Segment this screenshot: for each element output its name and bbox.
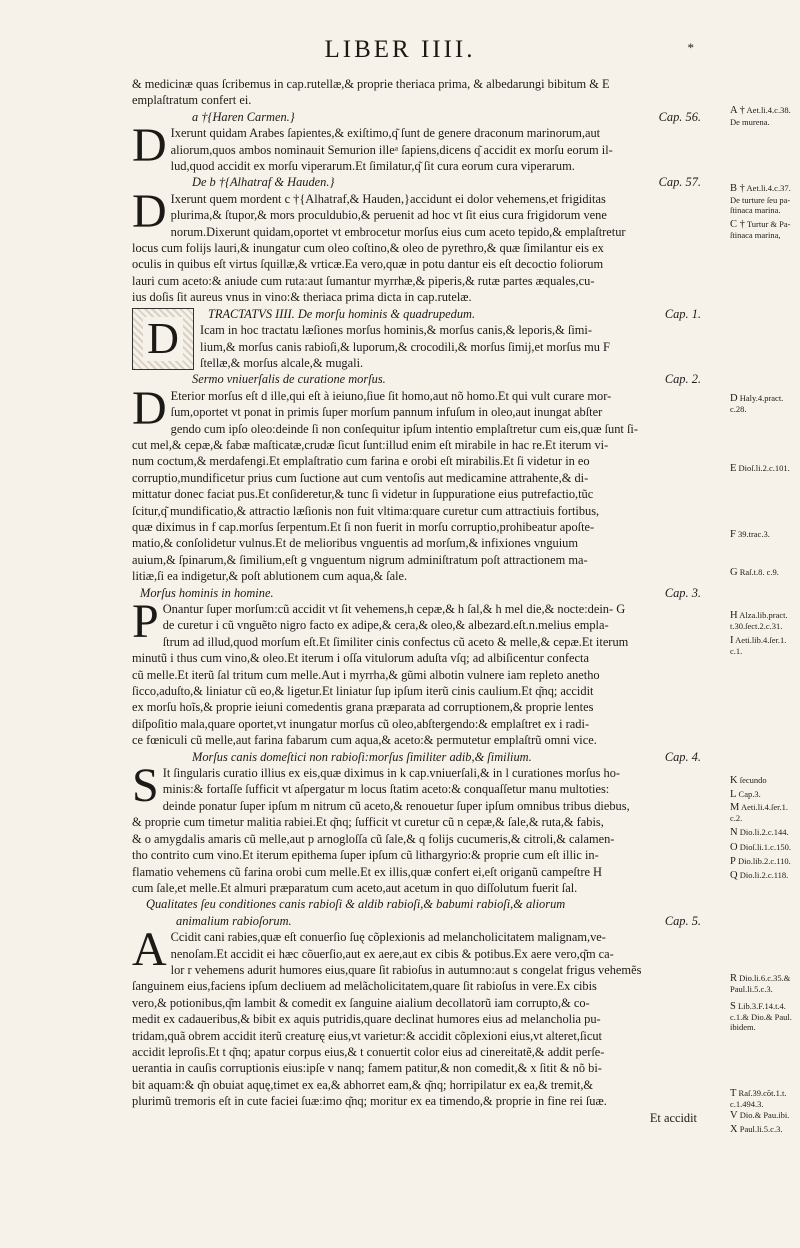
margin-note: De turture ſeu pa-ſtinaca marina. [730, 195, 791, 215]
text-line: ex morſu hoĩs,& proprie ieiuni comedentis grana præparata ad corruptionem,& proprie lentes [132, 700, 594, 715]
margin-note: H Alza.lib.pract. t.30.ſect.2.c.31. [730, 610, 788, 631]
text-line: lud,quod accidit ex morſu viperarum.Et ſimilatur,q͂ ſit cura eorum cura viperarum. [170, 159, 575, 174]
text-line: corruptio,mundificetur prius cum ſuctione aut cum ventoſis aut medicamine attrahente,& di- [132, 470, 589, 485]
text-line: lauri cum aceto:& aniude cum ruta:aut ſumantur myrrhæ,& piperis,& rutæ partes æquales,cu- [132, 273, 595, 288]
margin-note: Q Dio.li.2.c.118. [730, 870, 789, 881]
chapter-number: Cap. 57. [658, 175, 701, 190]
chapter-heading [132, 109, 717, 125]
text-line: deinde ponatur ſuper ipſum m nitrum cũ aceto,& renouetur ſuper ipſum omnibus tribus diebus, [162, 798, 630, 813]
text-line: minutũ i thus cum vino,& oleo.Et iterum i oſſa vitulorum aduſta vſq; ad albiſicentur confecta [132, 651, 589, 666]
chapter-title: Morſus canis domeſtici non rabioſi:morſus ſimiliter adib,& ſimilium. [192, 749, 532, 764]
text-line: cũ melle.Et iterũ ſal tritum cum melle.Aut i myrrha,& gũmi albotin vulnere iam repleto anetho [132, 667, 600, 682]
page-mark: * [687, 40, 694, 55]
chapter-number: Cap. 5. [664, 913, 701, 928]
chapter-3-text [132, 595, 717, 749]
margin-note: De murena. [730, 117, 770, 127]
chapter-heading [132, 749, 717, 765]
drop-initial: A [132, 923, 167, 977]
margin-note: C † Turtur & Pa-ſtinaca marina, [730, 219, 791, 240]
text-line: norum.Dixerunt quidam,oportet vt embrocetur morſus eius cum aceto tepido,& emplaſtretur [170, 224, 626, 239]
text-line: & o amygdalis amaris cũ melle,aut p arnogloſſa cũ ſale,& q folijs cucumeris,& citroli,& calamen- [132, 831, 615, 846]
chapter-number: Cap. 2. [664, 372, 701, 387]
running-head: LIBER IIII. [324, 36, 476, 63]
chapter-heading [132, 913, 717, 929]
chapter-4-text [132, 759, 717, 896]
text-line: Onantur ſuper morſum:cũ accidit vt ſit vehemens,h cepæ,& h ſal,& h mel die,& nocte:dein- G [162, 602, 626, 616]
margin-note: O Dioſ.li.1.c.150. [730, 842, 791, 853]
margin-note: G Raſ.t.8. c.9. [730, 567, 779, 578]
tractatus-title: TRACTATVS IIII. De morſu hominis & quadrupedum. [208, 306, 476, 321]
chapter-2-text [132, 381, 717, 585]
text-line: oculis in quibus eſt virtus ſquillæ,& vrticæ.Ea vero,quæ in potu dantur eis eſt decoctio foliorum [132, 257, 604, 272]
text-line: Ixerunt quidam Arabes ſapientes,& exiſtimo,q͂ ſunt de genere draconum marinorum,aut [170, 126, 601, 141]
chapter-57-text [132, 184, 717, 306]
text-line: lium,& morſus canis rabioſi,& luporum,& crocodili,& morſus ſimij,et morſus mu F [200, 339, 610, 354]
margin-note: E Dioſ.li.2.c.101. [730, 463, 790, 474]
text-line: tho contrito cum vino.Et iterum epithema ſuper ipſum cũ lithargyrio:& proprie cum eſt illic in- [132, 848, 599, 863]
text-line: num coctum,& merdafengi.Et emplaſtratio cum farina e orobi eſt mirabilis.Et ſi videtur in eo [132, 454, 590, 469]
text-line: uerantia in cauſis corruptionis eius:ipſe v nanq; famem patitur,& non comedit,& x ſitit & nõ bi- [132, 1061, 602, 1076]
catchword: Et accidit [649, 1110, 697, 1125]
chapter-title: Sermo vniuerſalis de curatione morſus. [192, 372, 386, 387]
text-line: Ixerunt quem mordent c †{Alhatraf,& Hauden,}accidunt ei dolor vehemens,et frigiditas [170, 191, 606, 206]
text-line: litiæ,ſi ea indigetur,& poſt ablutionem cum aqua,& ſale. [132, 569, 408, 584]
margin-note: S Lib.3.F.14.t.4. c.1.& Dio.& Paul. ibidem. [730, 1001, 792, 1032]
text-line: ſanguinem eius,faciens ipſum decliuem ad melãcholicitatem,quare ſit rabioſus in vere.Ex cibis [132, 979, 597, 994]
text-line: vero,& potionibus,q͂m lambit & comedit ex ſanguine aialium decollatorũ iam corrupto,& co- [132, 995, 590, 1010]
chapter-heading [132, 174, 717, 190]
margin-note: I Aeti.lib.4.ſer.1. c.1. [730, 635, 787, 656]
text-line: de curetur i cũ vnguẽto nigro facto ex adipe,& cera,& oleo,& albezard.eſt.n.melius empla- [162, 618, 609, 633]
text-line: matio,& conſolidetur vulnus.Et de melioribus vnguentis ad morſum,& infixiones vnguium [132, 536, 579, 551]
qualitates-heading: Qualitates ſeu conditiones canis rabioſi & aldib rabioſi,& babumi rabioſi,& aliorum [146, 897, 566, 912]
text-line: & proprie cum timetur malitia rabiei.Et q͂nq; ſufficit vt curetur cũ n cepæ,& ſale,& ruta,& fabis, [132, 815, 604, 830]
margin-note: M Aeti.li.4.ſer.1. c.2. [730, 802, 788, 823]
text-line: ſcitur,q͂ mundificatio,& attractio læſionis non fuit vltima:quare curetur cum attractiuis fortibus, [132, 503, 600, 518]
chapter-heading [132, 585, 717, 601]
chapter-56-text [132, 119, 717, 174]
margin-note: D Haly.4.pract. c.28. [730, 393, 784, 414]
text-line: diſpoſitio mala,quare oportet,vt inungatur morſus cũ oleo,abſtergendo:& emplaſtret ex i radi- [132, 716, 590, 731]
drop-initial: S [132, 759, 159, 813]
chapter-5-text [132, 923, 717, 1109]
drop-initial: D [132, 381, 167, 435]
text-line: mittatur donec faciat pus.Et conſideretur,& tunc ſi videtur in ſuppuratione eius putrefactio,tũc [132, 487, 594, 502]
text-line: minis:& fortaſſe ſufficit vt aſpergatur m locus ſtatim aceto:& conquaſſetur manu multoties: [162, 782, 610, 797]
text-line: cum ſale,et melle.Et almuri præparatum cum aceto,aut acetum in quo diſſolutum fuerit ſal. [132, 880, 578, 895]
text-line: ſicco,aduſto,& liniatur cũ eo,& ligetur.Et liniatur ſup ipſum iterũ cinis caulium.Et q͂nq; accidit [132, 684, 594, 699]
text-line: flamatio vehemens cũ farina orobi cum melle.Et ex illis,quæ confert ei,eſt origanũ campeſtre H [132, 864, 602, 879]
margin-note: L Cap.3. [730, 789, 761, 800]
text-line: plurima,& ſtupor,& mors proculdubio,& peruenit ad hoc vt ſit eius cura frigidorum vene [170, 208, 607, 223]
ornamental-initial: D [132, 308, 194, 370]
tractatus-section [132, 306, 717, 372]
drop-initial: D [132, 184, 167, 238]
text-line: medit ex cadaueribus,& bibit ex aquis putridis,quare declinat humores eius ad melancholia pu- [132, 1012, 601, 1027]
chapter-title: Morſus hominis in homine. [140, 585, 274, 600]
text-line: gendo cum ipſo oleo:deinde ſi non conſequitur ipſum intentio emplaſtretur cum eis,quæ ſunt ſi- [170, 421, 638, 436]
chapter-number: Cap. 3. [664, 585, 701, 600]
margin-note: A † Aet.li.4.c.38. [730, 105, 791, 116]
margin-note: F 39.trac.3. [730, 529, 770, 540]
drop-initial: P [132, 595, 159, 648]
main-text-column [132, 76, 717, 1126]
text-line: plurimũ tremoris eſt in cute faciei ſuæ:imo q͂nq; moritur ex ea timendo,& proprie in fine rei ſuæ. [132, 1094, 607, 1109]
text-line: cut mel,& cepæ,& fabæ maſticatæ,crudæ ſicut ſunt:illud enim eſt mirabile in hac re.Et iterum vi- [132, 437, 609, 452]
margin-note: K ſecundo [730, 775, 767, 786]
text-line: ſtrum ad illud,quod morſum eſt.Et ſimiliter cinis confectus cũ aceto & melle,& cepæ.Et iterum [162, 634, 629, 649]
text-line: ſtellæ,& morſus alcale,& mugali. [200, 355, 364, 370]
text-line: nenoſam.Et accidit ei hæc cõuerſio,aut ex aere,aut ex cibis & potibus.Ex aere vero,q͂m ca- [170, 946, 614, 961]
text-line: ſum,oportet vt ponat in primis ſuper morſum pannum infuſum in oleo,aut inungat abſter [170, 405, 603, 420]
margin-note: X Paul.li.5.c.3. [730, 1124, 783, 1135]
text-line: aliorum,quos ambos nominauit Semurion illeᵃ ſapiens,dicens q͂ accidit ex morſu eorum il- [170, 142, 613, 157]
margin-note: B † Aet.li.4.c.37. [730, 183, 791, 194]
chapter-title: animalium rabioſorum. [176, 913, 292, 928]
text-line: It ſingularis curatio illius ex eis,quæ diximus in k cap.vniuerſali,& in l curationes morſus ho- [162, 766, 621, 781]
text-line: locus cum folijs lauri,& inungatur cum oleo coſtino,& oleo de pyrethro,& quæ ſimilantur eis ex [132, 241, 604, 256]
text-line: Eterior morſus eſt d ille,qui eſt à ieiuno,ſiue ſit homo,aut nõ homo.Et qui vult curare mor- [170, 388, 612, 403]
margin-note: N Dio.li.2.c.144. [730, 827, 789, 838]
text-line: Ccidit cani rabies,quæ eſt conuerſio ſuę cõplexionis ad melancholicitatem malignam,ve- [170, 930, 606, 945]
chapter-number: Cap. 4. [664, 749, 701, 764]
text-line: bit aquam:& q͂n obuiat aquę,timet ex ea,& abhorret eam,& q͂nq; horripilatur ex ea,& tremit,& [132, 1077, 594, 1092]
chapter-number: Cap. 56. [658, 109, 701, 124]
margin-note: V Dio.& Pau.ibi. [730, 1110, 790, 1121]
chapter-title: De b †{Alhatraf & Hauden.} [192, 175, 335, 190]
chapter-title: a †{Haren Carmen.} [192, 109, 295, 124]
drop-initial: D [132, 119, 167, 173]
text-line: ce fœniculi cũ melle,aut farina fabarum cum aqua,& aceto:& permutetur emplaſtrũ omni vice. [132, 733, 597, 748]
text-line: Icam in hoc tractatu læſiones morſus hominis,& morſus canis,& leporis,& ſimi- [200, 323, 592, 338]
margin-note: P Dio.lib.2.c.110. [730, 856, 791, 867]
text-line: tridam,quã obrem accidit iterũ creaturę eius,vt varietur:& accidit cõplexioni eius,vt alteret,ſicut [132, 1028, 602, 1043]
margin-note: R Dio.li.6.c.35.& Paul.li.5.c.3. [730, 973, 791, 994]
text-line: ius doſis ſit aureus vnus in vino:& theriaca prima dicta in cap.rutelæ. [132, 290, 472, 305]
tractatus-heading [200, 306, 717, 322]
text-line: emplaſtratum confert ei. [132, 93, 252, 108]
text-line: quæ diximus in f cap.morſus ſerpentum.Et ſi non fuerit in morſu corruptio,prohibeatur apoſte- [132, 519, 595, 534]
text-line: accidit leproſis.Et t q͂nq; apatur corpus eius,& t conuertit color eius ad cinereitatẽ,& addit perſe- [132, 1044, 605, 1059]
text-line: auium,& ſpinarum,& ſimilium,eſt g vnguentum nigrum adminiſtratum poſt attractionem ma- [132, 552, 588, 567]
margin-note: T Raſ.39.cõt.1.t. c.1.494.3. [730, 1088, 787, 1109]
text-line: lor r vehemens adurit humores eius,quare ſit rabioſus in autumno:aut s congelat frigus vehemẽs [170, 962, 642, 977]
text-line: & medicinæ quas ſcribemus in cap.rutellæ,& proprie theriaca prima, & albedarungi bibitum & E [132, 77, 610, 91]
chapter-number: Cap. 1. [664, 306, 701, 321]
chapter-heading [132, 371, 717, 387]
